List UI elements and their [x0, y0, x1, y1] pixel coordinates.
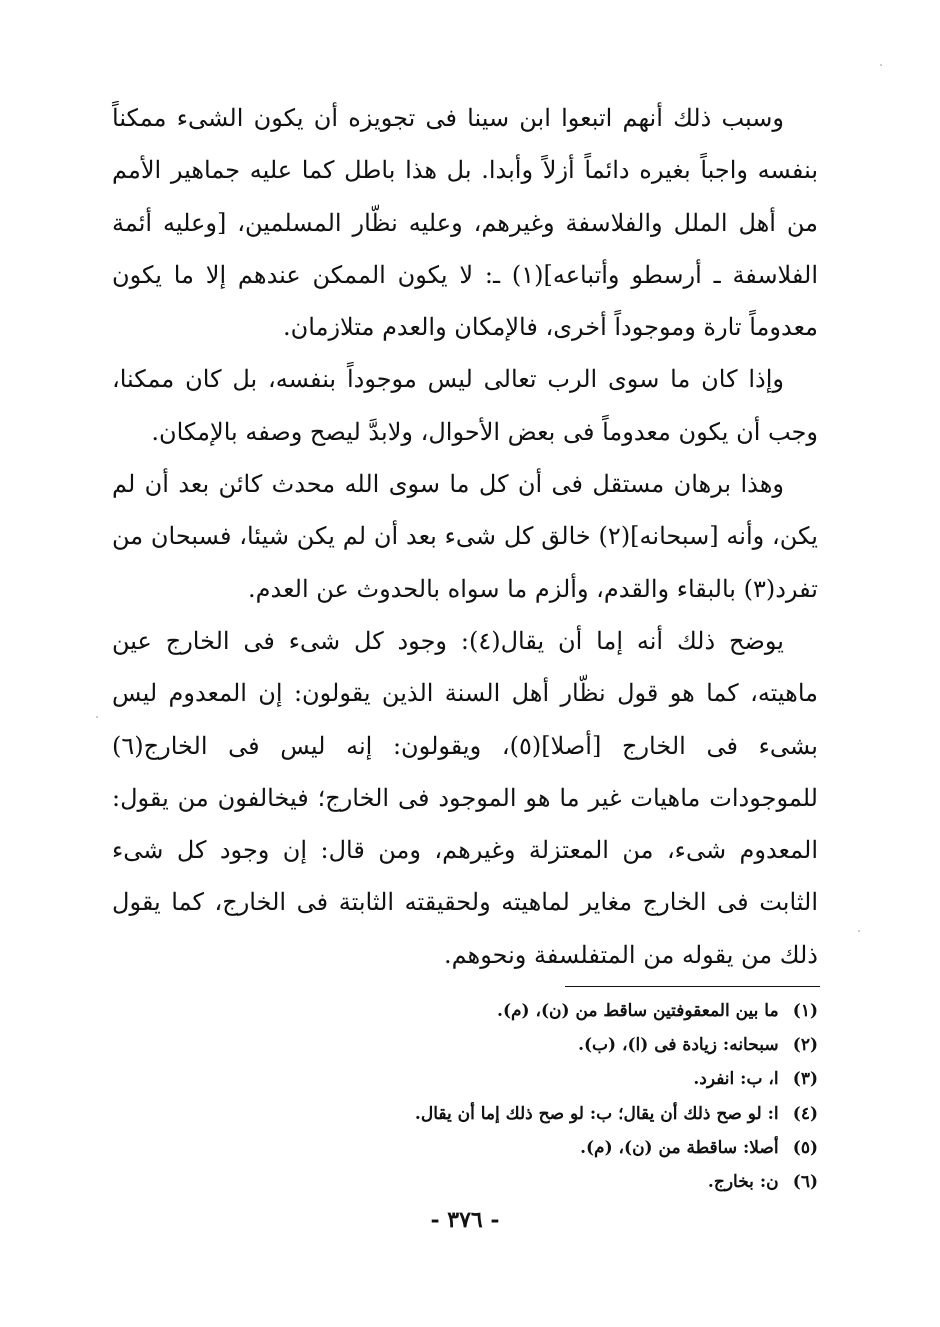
- paragraph-1: وسبب ذلك أنهم اتبعوا ابن سينا فى تجويزه أن يكون الشىء ممكناً بنفسه واجباً بغيره دائماً أزلاً وأبدا. بل هذا باطل كما عليه جماهير الأمم من أهل الملل والفلاسفة وغيرهم، وعليه نظّار المسلمين، [وعليه أئمة الفلاسفة ـ أرسطو وأتباعه](١) ـ: لا يكون الممكن عندهم إلا ما يكون معدوماً تارة وموجوداً أخرى، فالإمكان والعدم متلازمان.: [112, 104, 819, 342]
- paragraph-3: وهذا برهان مستقل فى أن كل ما سوى الله محدث كائن بعد أن لم يكن، وأنه [سبحانه](٢) خالق كل شىء بعد أن لم يكن شيئا، فسبحان من تفرد(٣) بالبقاء والقدم، وألزم ما سواه بالحدوث عن العدم.: [112, 470, 818, 603]
- paragraph-2: وإذا كان ما سوى الرب تعالى ليس موجوداً بنفسه، بل كان ممكنا، وجب أن يكون معدوماً فى بعض الأحوال، ولابدَّ ليصح وصفه بالإمكان.: [112, 365, 818, 446]
- footnote-text: ما بين المعقوفتين ساقط من (ن)، (م).: [497, 1001, 779, 1021]
- main-text: [112, 92, 818, 981]
- footnotes-list: [250, 994, 818, 1199]
- footnote-text: ا، ب: انفرد.: [693, 1069, 779, 1090]
- footnote-1: [250, 994, 818, 1028]
- footnote-text: سبحانه: زيادة فى (ا)، (ب).: [578, 1035, 779, 1056]
- footnote-4: [250, 1097, 818, 1131]
- footnote-number: (٤): [792, 1103, 818, 1124]
- footnote-number: (٣): [792, 1069, 818, 1090]
- footnote-5: [250, 1131, 818, 1165]
- footnote-3: [250, 1062, 818, 1096]
- scan-speck: [880, 64, 882, 66]
- footnote-2: [250, 1028, 818, 1062]
- footnote-text: ا: لو صح ذلك أن يقال؛ ب: لو صح ذلك إما أن يقال.: [414, 1103, 779, 1124]
- scan-speck: [96, 716, 98, 718]
- paragraph-4: يوضح ذلك أنه إما أن يقال(٤): وجود كل شىء فى الخارج عين ماهيته، كما هو قول نظّار أهل السنة الذين يقولون: إن المعدوم ليس بشىء فى الخارج [أصلا](٥)، ويقولون: إنه ليس فى الخارج(٦) للموجودات ماهيات غير ما هو الموجود فى الخارج؛ فيخالفون من يقول: المعدوم شىء، من المعتزلة وغيرهم، ومن قال: إن وجود كل شىء الثابت فى الخارج مغاير لماهيته ولحقيقته الثابتة فى الخارج، كما يقول ذلك من يقوله من المتفلسفة ونحوهم.: [112, 626, 818, 969]
- footnote-number: (٥): [792, 1137, 818, 1158]
- scan-speck: [858, 930, 860, 932]
- footnote-text: ن: بخارج.: [707, 1172, 779, 1193]
- footnote-number: (٢): [792, 1035, 818, 1056]
- footnote-text: أصلا: ساقطة من (ن)، (م).: [580, 1137, 779, 1158]
- footnote-separator: [565, 986, 820, 987]
- footnote-number: (٦): [792, 1172, 818, 1193]
- page-number: - ٣٧٦ -: [430, 1207, 500, 1233]
- footnote-number: (١): [792, 1001, 818, 1021]
- footnote-6: [250, 1165, 818, 1199]
